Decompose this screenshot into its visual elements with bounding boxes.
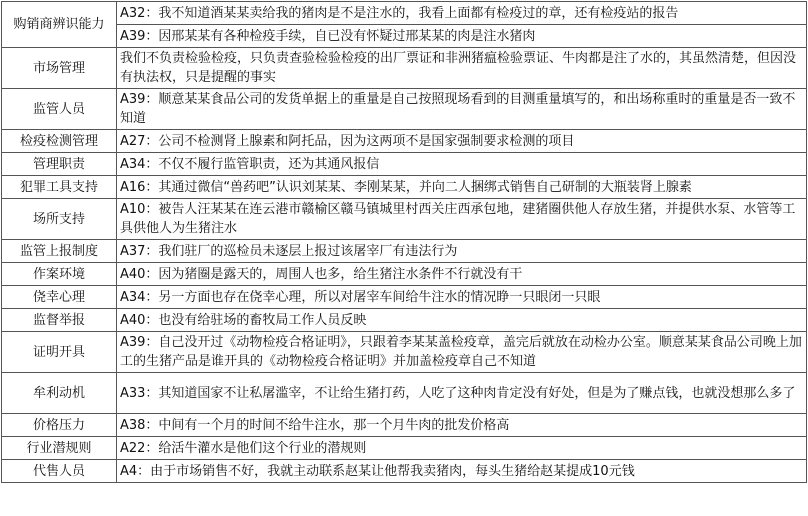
table-row [2, 460, 807, 483]
quote-cell: A22：给活牛灌水是他们这个行业的潜规则 [117, 437, 807, 460]
category-cell: 行业潜规则 [2, 437, 117, 460]
quote-cell: A39：顺意某某食品公司的发货单据上的重量是自己按照现场看到的目测重量填写的，和出场称重时的重量是否一致不知道 [117, 89, 807, 130]
table-row [2, 286, 807, 309]
quote-cell: A32：我不知道酒某某卖给我的猪肉是不是注水的，我看上面都有检疫过的章，还有检疫站的报告 [117, 2, 807, 25]
category-cell: 犯罪工具支持 [2, 176, 117, 199]
quote-cell: A38：中间有一个月的时间不给牛注水，那一个月牛肉的批发价格高 [117, 414, 807, 437]
table-row [2, 199, 807, 240]
category-cell: 代售人员 [2, 460, 117, 483]
table-row [2, 373, 807, 414]
table-row [2, 414, 807, 437]
category-cell: 市场管理 [2, 48, 117, 89]
category-cell: 购销商辨识能力 [2, 2, 117, 48]
quote-cell: A39：自己没开过《动物检疫合格证明》，只跟着李某某盖检疫章，盖完后就放在动检办公室。顺意某某食品公司晚上加工的生猪产品是谁开具的《动物检疫合格证明》并加盖检疫章自己不知道 [117, 332, 807, 373]
table-row [2, 176, 807, 199]
quote-cell: A16：其通过微信“兽药吧”认识刘某某、李刚某某，并向二人捆绑式销售自己研制的大瓶装肾上腺素 [117, 176, 807, 199]
table-row [2, 332, 807, 373]
category-cell: 检疫检测管理 [2, 130, 117, 153]
category-cell: 作案环境 [2, 263, 117, 286]
quote-cell: A39：因邢某某有各种检疫手续，自已没有怀疑过邢某某的肉是注水猪肉 [117, 25, 807, 48]
category-cell: 价格压力 [2, 414, 117, 437]
category-cell: 监督举报 [2, 309, 117, 332]
coding-table [1, 1, 807, 483]
table-row [2, 2, 807, 25]
table-row [2, 309, 807, 332]
table-row [2, 153, 807, 176]
table-row [2, 437, 807, 460]
table-row [2, 130, 807, 153]
quote-cell: A27：公司不检测肾上腺素和阿托品，因为这两项不是国家强制要求检测的项目 [117, 130, 807, 153]
category-cell: 牟利动机 [2, 373, 117, 414]
quote-cell: A4：由于市场销售不好，我就主动联系赵某让他帮我卖猪肉，每头生猪给赵某提成10元钱 [117, 460, 807, 483]
quote-cell: 我们不负责检验检疫，只负责查验检验检疫的出厂票证和非洲猪瘟检验票证、牛肉都是注了水的，其虽然清楚，但因没有执法权，只是提醒的事实 [117, 48, 807, 89]
table-row [2, 240, 807, 263]
category-cell: 管理职责 [2, 153, 117, 176]
quote-cell: A40：因为猪圈是露天的，周围人也多，给生猪注水条件不行就没有干 [117, 263, 807, 286]
quote-cell: A40：也没有给驻场的畜牧局工作人员反映 [117, 309, 807, 332]
category-cell: 监管人员 [2, 89, 117, 130]
table-row [2, 263, 807, 286]
quote-cell: A34：不仅不履行监管职责，还为其通风报信 [117, 153, 807, 176]
table-row [2, 48, 807, 89]
quote-cell: A10：被告人汪某某在连云港市赣榆区赣马镇城里村西关庄西承包地，建猪圈供他人存放生猪，并提供水泵、水管等工具供他人为生猪注水 [117, 199, 807, 240]
category-cell: 证明开具 [2, 332, 117, 373]
quote-cell: A34：另一方面也存在侥幸心理，所以对屠宰车间给牛注水的情况睁一只眼闭一只眼 [117, 286, 807, 309]
category-cell: 监管上报制度 [2, 240, 117, 263]
category-cell: 场所支持 [2, 199, 117, 240]
quote-cell: A33：其知道国家不让私屠滥宰，不让给生猪打药，人吃了这种肉肯定没有好处，但是为了赚点钱，也就没想那么多了 [117, 373, 807, 414]
table-row [2, 25, 807, 48]
table-row [2, 89, 807, 130]
category-cell: 侥幸心理 [2, 286, 117, 309]
quote-cell: A37：我们驻厂的巡检员未逐层上报过该屠宰厂有违法行为 [117, 240, 807, 263]
